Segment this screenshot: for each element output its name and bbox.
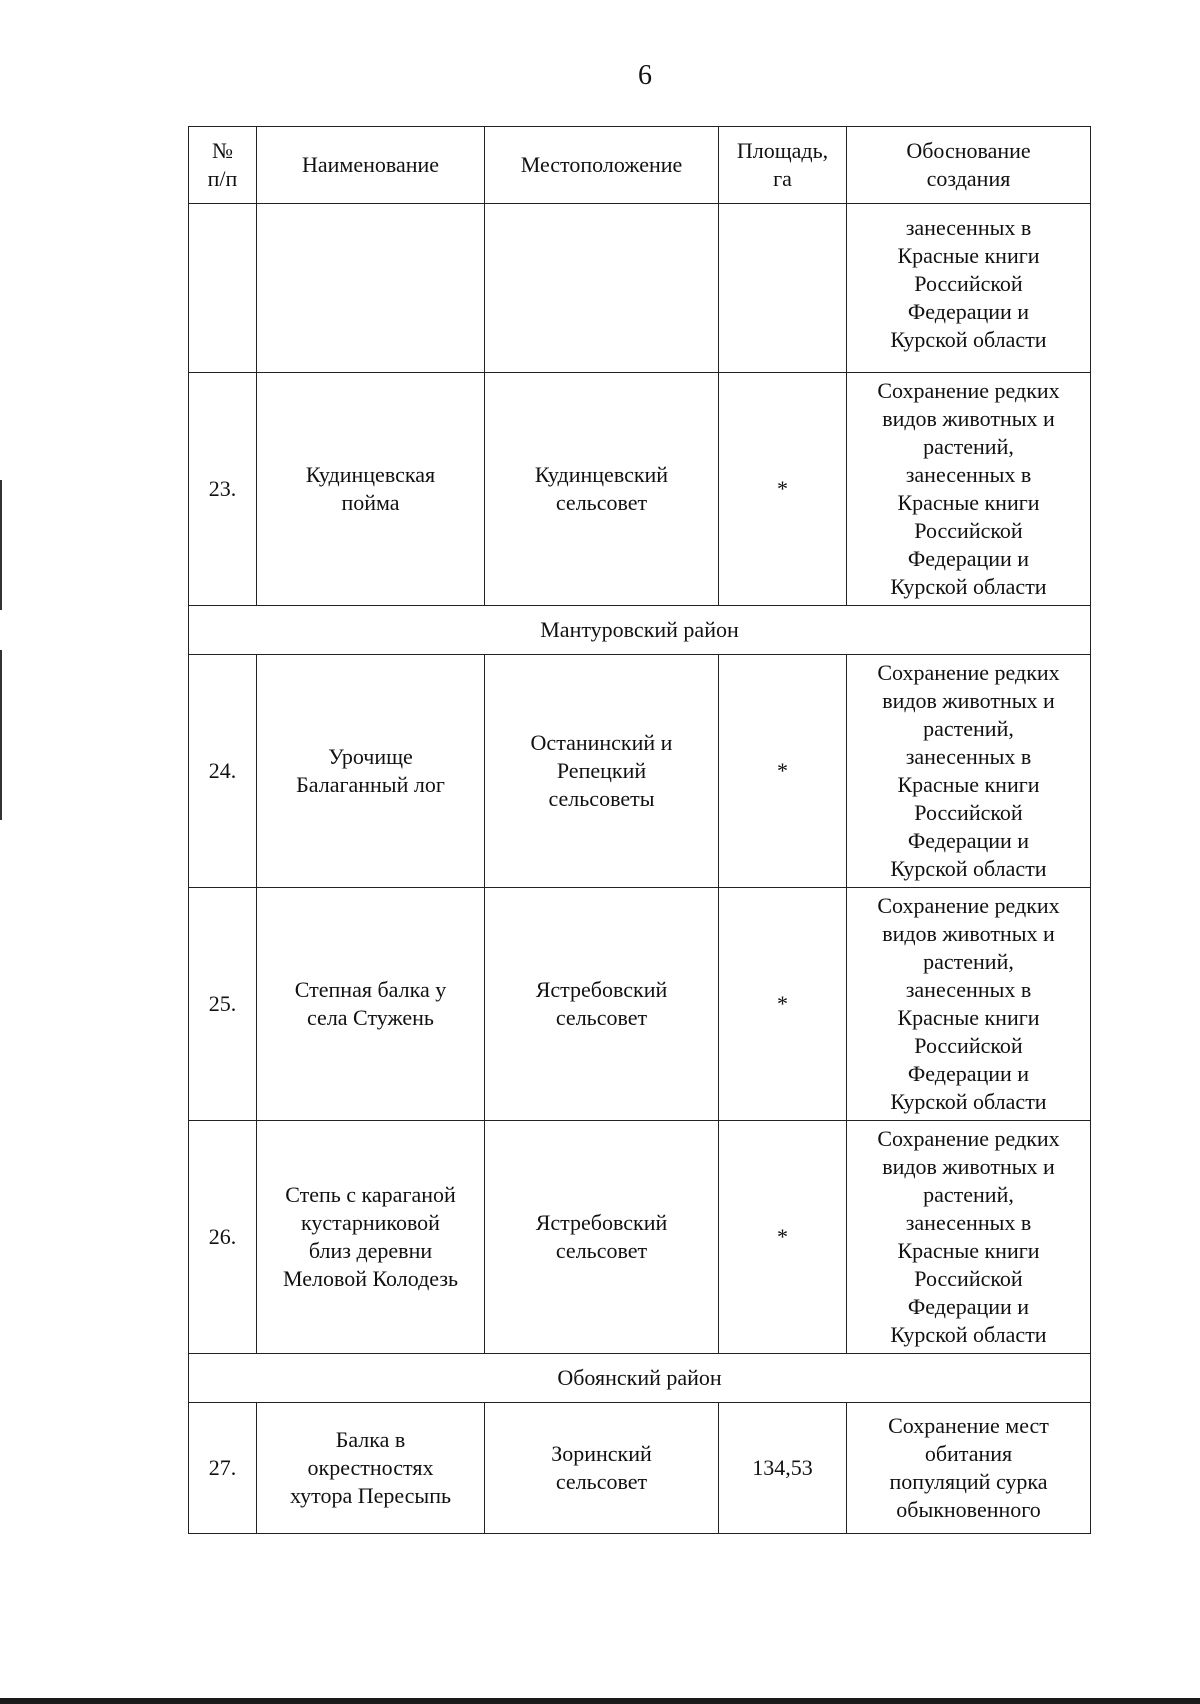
cell-area: 134,53 xyxy=(719,1403,847,1534)
cell-name: Урочище Балаганный лог xyxy=(257,655,485,888)
cell-reason: Сохранение редких видов животных и растений, занесенных в Красные книги Российской Федерации и Курской области xyxy=(847,373,1091,606)
cell-reason: Сохранение редких видов животных и растений, занесенных в Красные книги Российской Федерации и Курской области xyxy=(847,1121,1091,1354)
cell-reason: Сохранение редких видов животных и растений, занесенных в Красные книги Российской Федерации и Курской области xyxy=(847,655,1091,888)
cell-area: * xyxy=(719,1121,847,1354)
table-row xyxy=(189,1121,1091,1354)
cell-num: 27. xyxy=(189,1403,257,1534)
cell-reason: Сохранение редких видов животных и растений, занесенных в Красные книги Российской Федерации и Курской области xyxy=(847,888,1091,1121)
table-row-continuation xyxy=(189,204,1091,373)
table-row xyxy=(189,655,1091,888)
header-name: Наименование xyxy=(257,127,485,204)
table-row xyxy=(189,888,1091,1121)
cell-num: 25. xyxy=(189,888,257,1121)
cell-num: 24. xyxy=(189,655,257,888)
scan-bottom-rule xyxy=(0,1698,1200,1704)
cell-num: 26. xyxy=(189,1121,257,1354)
page-number: 6 xyxy=(638,60,652,91)
cell-reason: Сохранение мест обитания популяций сурка обыкновенного xyxy=(847,1403,1091,1534)
cell-location: Ястребовский сельсовет xyxy=(485,1121,719,1354)
cell-num xyxy=(189,204,257,373)
cell-location xyxy=(485,204,719,373)
cell-name: Степь с караганой кустарниковой близ деревни Меловой Колодезь xyxy=(257,1121,485,1354)
scan-edge-mark xyxy=(0,650,2,820)
cell-area: * xyxy=(719,373,847,606)
cell-name xyxy=(257,204,485,373)
cell-name: Степная балка у села Стужень xyxy=(257,888,485,1121)
cell-location: Кудинцевский сельсовет xyxy=(485,373,719,606)
cell-location: Останинский и Репецкий сельсоветы xyxy=(485,655,719,888)
header-reason: Обоснование создания xyxy=(847,127,1091,204)
table-row xyxy=(189,1403,1091,1534)
reserves-table xyxy=(188,126,1091,1534)
cell-location: Зоринский сельсовет xyxy=(485,1403,719,1534)
header-area: Площадь, га xyxy=(719,127,847,204)
district-heading: Мантуровский район xyxy=(189,606,1091,655)
table-row xyxy=(189,373,1091,606)
cell-area: * xyxy=(719,655,847,888)
table-header-row xyxy=(189,127,1091,204)
cell-location: Ястребовский сельсовет xyxy=(485,888,719,1121)
district-row xyxy=(189,1354,1091,1403)
district-heading: Обоянский район xyxy=(189,1354,1091,1403)
cell-name: Балка в окрестностях хутора Пересыпь xyxy=(257,1403,485,1534)
cell-num: 23. xyxy=(189,373,257,606)
cell-reason: занесенных в Красные книги Российской Федерации и Курской области xyxy=(847,204,1091,373)
cell-area xyxy=(719,204,847,373)
district-row xyxy=(189,606,1091,655)
cell-area: * xyxy=(719,888,847,1121)
header-location: Местоположение xyxy=(485,127,719,204)
scan-edge-mark xyxy=(0,480,2,610)
cell-name: Кудинцевская пойма xyxy=(257,373,485,606)
header-num: № п/п xyxy=(189,127,257,204)
